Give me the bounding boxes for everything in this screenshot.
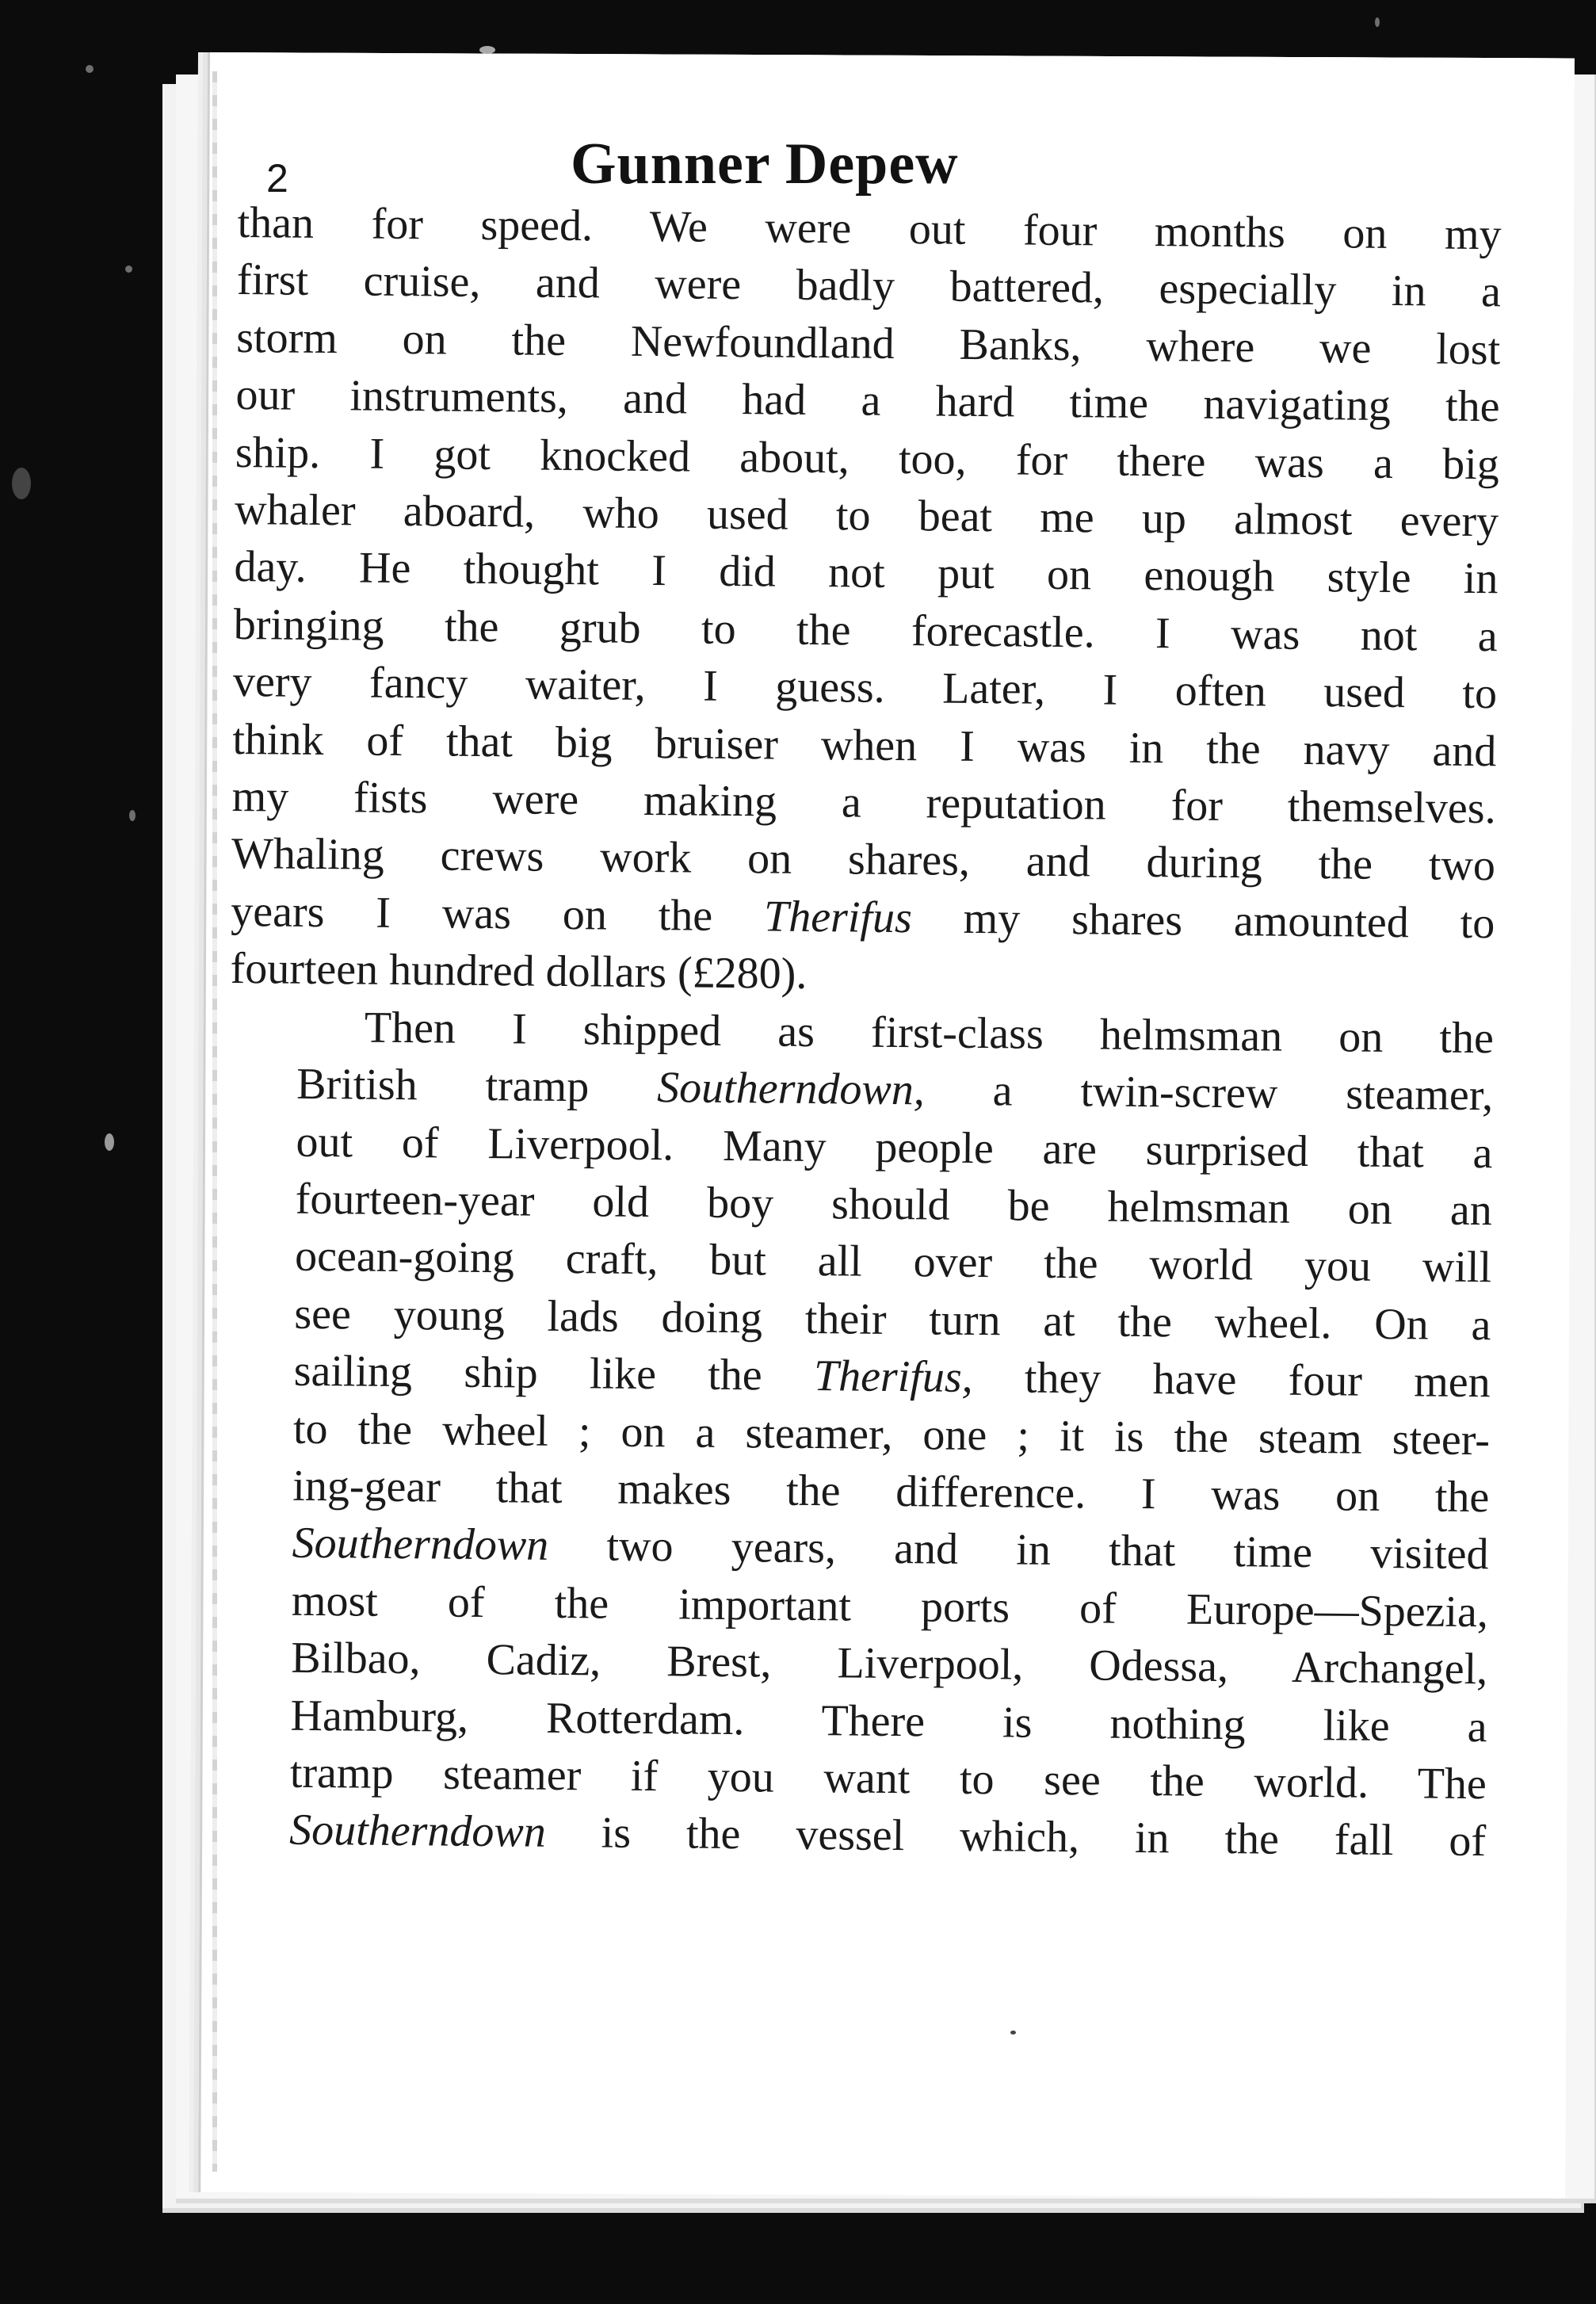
scan-speck <box>86 65 94 73</box>
text-run: two years, and in that time visited <box>548 1521 1489 1580</box>
text-line: think of that big bruiser when I was in the navy and <box>232 714 1497 776</box>
scan-speck <box>1375 17 1380 27</box>
text-line: whaler aboard, who used to beat me up almost every <box>234 485 1499 547</box>
text-run: they have four men <box>972 1353 1491 1408</box>
text-run: British tramp <box>296 1059 658 1113</box>
ship-name-italic: Southerndown <box>288 1805 547 1858</box>
ship-name-italic: Southerndown, <box>656 1063 926 1115</box>
text-line <box>222 1801 1487 1870</box>
text-line: storm on the Newfoundland Banks, where we lost <box>235 312 1501 375</box>
ship-name-italic: Therifus, <box>813 1351 973 1403</box>
scan-speck <box>125 266 132 273</box>
text-run: a twin-screw steamer, <box>924 1065 1494 1121</box>
scan-speck <box>105 1133 114 1151</box>
text-line: ing-gear that makes the difference. I was on the <box>292 1461 1490 1523</box>
text-line-indented: Then I shipped as first-class helmsman on the <box>364 1003 1495 1063</box>
text-line: out of Liverpool. Many people are surprised that a <box>296 1117 1493 1178</box>
text-line: ocean-going craft, but all over the world you will <box>294 1232 1492 1293</box>
page-number: 2 <box>266 156 288 201</box>
paragraph-1 <box>230 194 1502 1010</box>
text-line: day. He thought I did not put on enough style in <box>234 542 1499 604</box>
text-line-last: fourteen hundred dollars (£280). <box>230 944 808 999</box>
page-gutter <box>212 71 217 2172</box>
text-run: is the vessel which, in the fall of <box>545 1808 1487 1867</box>
ship-name-italic: Southerndown <box>292 1519 549 1571</box>
scan-speck <box>479 46 495 54</box>
body-text <box>222 194 1502 1870</box>
text-line: bringing the grub to the forecastle. I was not a <box>233 599 1499 662</box>
scan-speck <box>12 468 31 499</box>
text-line: than for speed. We were out four months on my <box>237 197 1502 260</box>
text-line: my fists were making a reputation for themselves. <box>231 772 1496 834</box>
text-line: our instruments, and had a hard time navigating the <box>235 370 1500 432</box>
text-line: first cruise, and were badly battered, especially in a <box>236 255 1502 317</box>
text-line: tramp steamer if you want to see the world. The <box>289 1748 1487 1809</box>
text-line: most of the important ports of Europe—Spezia, <box>291 1576 1489 1637</box>
paragraph-2 <box>222 998 1494 1870</box>
text-line: Hamburg, Rotterdam. There is nothing like a <box>290 1691 1487 1752</box>
scan-speck <box>129 810 136 821</box>
text-line: fourteen-year old boy should be helmsman on an <box>295 1174 1493 1236</box>
text-line: see young lads doing their turn at the wheel. On a <box>294 1289 1491 1350</box>
running-title: Gunner Depew <box>571 132 959 197</box>
text-line: Whaling crews work on shares, and during the two <box>231 829 1496 891</box>
text-line: to the wheel ; on a steamer, one ; it is the steam steer- <box>292 1404 1491 1465</box>
page-speck <box>1010 2031 1016 2035</box>
text-line: very fancy waiter, I guess. Later, I often used to <box>232 657 1498 719</box>
text-line: Bilbao, Cadiz, Brest, Liverpool, Odessa, Archangel, <box>290 1633 1488 1695</box>
text-run: years I was on the <box>231 886 765 942</box>
text-line: ship. I got knocked about, too, for there was a big <box>235 427 1500 489</box>
text-run: my shares amounted to <box>911 893 1495 949</box>
text-run: sailing ship like the <box>293 1346 815 1401</box>
ship-name-italic: Therifus <box>763 892 913 943</box>
